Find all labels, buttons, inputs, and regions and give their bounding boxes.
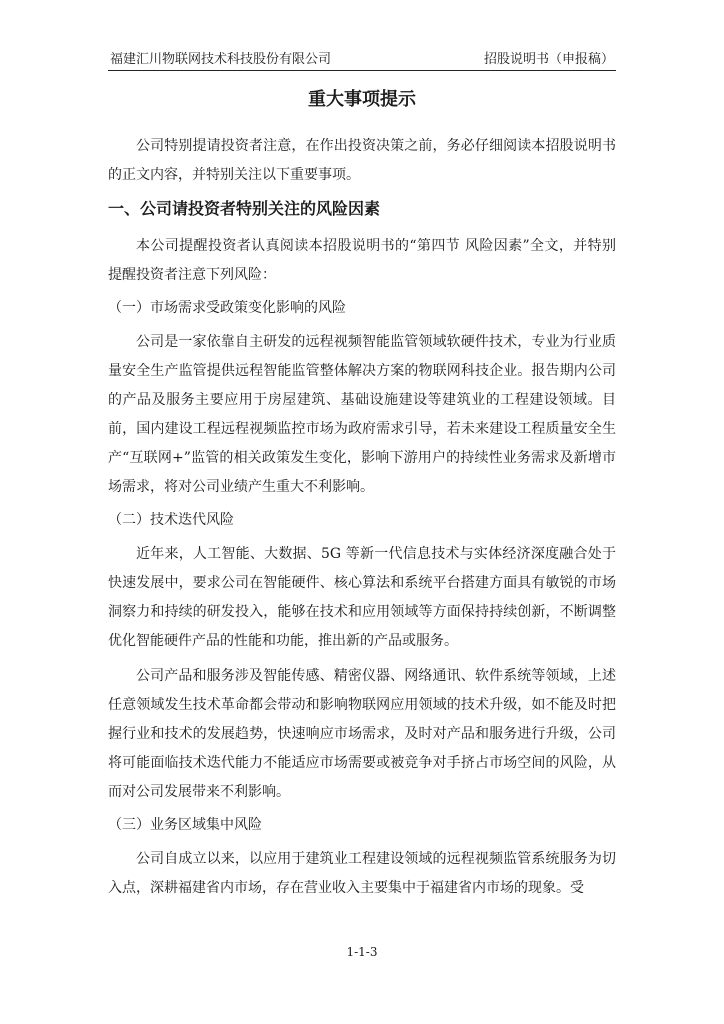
subsection-heading-tech-iteration-risk: （二）技术迭代风险 <box>108 512 234 528</box>
header-company-name: 福建汇川物联网技术科技股份有限公司 <box>110 52 332 67</box>
page-title: 重大事项提示 <box>308 89 416 110</box>
policy-risk-paragraph: 公司是一家依靠自主研发的远程视频智能监管领域软硬件技术，专业为行业质量安全生产监管提供远程智能监管整体解决方案的物联网科技企业。报告期内公司的产品及服务主要应用于房屋建筑、基础设施建设等建筑业的工程建设领域。目前，国内建设工程远程视频监控市场为政府需求引导，若未来建设工程质量安全生产“互联网+”监管的相关政策发生变化，影响下游用户的持续性业务需求及新增市场需求，将对公司业绩产生重大不利影响。 <box>108 334 616 495</box>
document-body <box>108 86 616 909</box>
subsection-heading-policy-risk: （一）市场需求受政策变化影响的风险 <box>108 300 346 316</box>
tech-iteration-risk-paragraph-1: 近年来，人工智能、大数据、5G 等新一代信息技术与实体经济深度融合处于快速发展中，要求公司在智能硬件、核心算法和系统平台搭建方面具有敏锐的市场洞察力和持续的研发投入，能够在技术和应用领域等方面保持持续创新，不断调整优化智能硬件产品的性能和功能，推出新的产品或服务。 <box>108 546 616 649</box>
risk-factors-intro-paragraph: 本公司提醒投资者认真阅读本招股说明书的“第四节 风险因素”全文，并特别提醒投资者注意下列风险： <box>108 238 616 283</box>
regional-concentration-risk-paragraph: 公司自成立以来，以应用于建筑业工程建设领域的远程视频监管系统服务为切入点，深耕福建省内市场，存在营业收入主要集中于福建省内市场的现象。受 <box>108 851 616 896</box>
page-number: 1-1-3 <box>346 945 378 959</box>
intro-paragraph: 公司特别提请投资者注意，在作出投资决策之前，务必仔细阅读本招股说明书的正文内容，并特别关注以下重要事项。 <box>108 138 616 183</box>
tech-iteration-risk-paragraph-2: 公司产品和服务涉及智能传感、精密仪器、网络通讯、软件系统等领域，上述任意领域发生技术革命都会带动和影响物联网应用领域的技术升级，如不能及时把握行业和技术的发展趋势，快速响应市场需求，及时对产品和服务进行升级，公司将可能面临技术迭代能力不能适应市场需要或被竞争对手挤占市场空间的风险，从而对公司发展带来不利影响。 <box>108 668 616 800</box>
subsection-heading-regional-concentration-risk: （三）业务区域集中风险 <box>108 817 262 833</box>
section-heading-risk-factors: 一、公司请投资者特别关注的风险因素 <box>108 199 381 218</box>
page-header <box>108 50 616 71</box>
header-document-type: 招股说明书（申报稿） <box>483 52 614 67</box>
